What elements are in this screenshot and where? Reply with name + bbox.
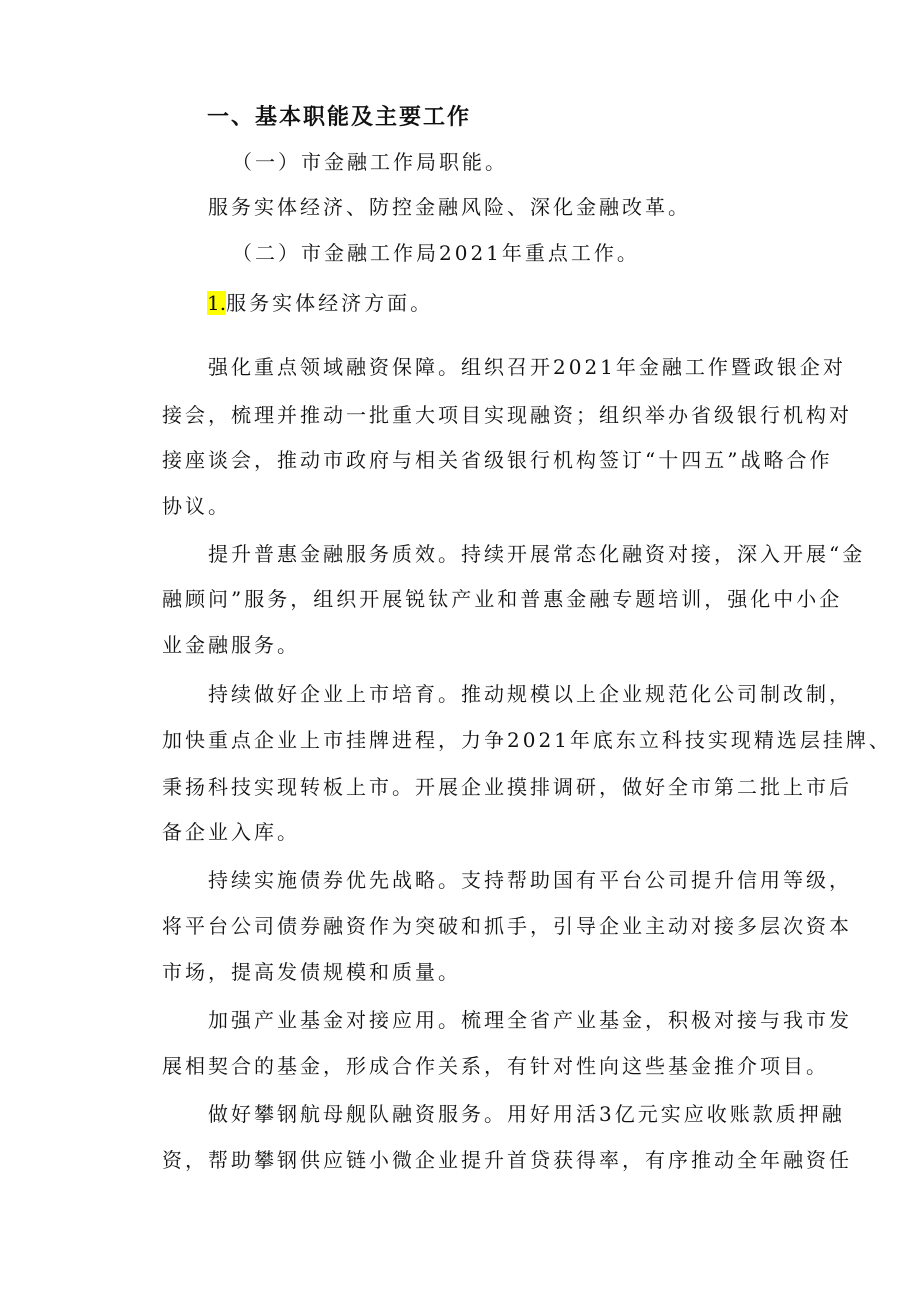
item-number-highlight: 1.	[207, 291, 227, 315]
paragraph-6-line-2: 资，帮助攀钢供应链小微企业提升首贷获得率，有序推动全年融资任	[162, 1148, 852, 1172]
item-title-text: 服务实体经济方面。	[226, 291, 434, 315]
paragraph-5-line-2: 展相契合的基金，形成合作关系，有针对性向这些基金推介项目。	[162, 1054, 829, 1078]
paragraph-6-line-1: 做好攀钢航母舰队融资服务。用好用活3亿元实应收账款质押融	[208, 1102, 845, 1126]
paragraph-4-line-1: 持续实施债券优先战略。支持帮助国有平台公司提升信用等级，	[208, 868, 852, 892]
paragraph-1-line-1: 强化重点领域融资保障。组织召开2021年金融工作暨政银企对	[208, 355, 846, 379]
subsection-title-1: （一）市金融工作局职能。	[232, 150, 508, 174]
paragraph-2-line-3: 业金融服务。	[162, 633, 300, 657]
subsection-body-1: 服务实体经济、防控金融风险、深化金融改革。	[208, 195, 691, 219]
paragraph-3-line-3: 秉扬科技实现转板上市。开展企业摸排调研，做好全市第二批上市后	[162, 775, 852, 799]
paragraph-4-line-2: 将平台公司债券融资作为突破和抓手，引导企业主动对接多层次资本	[162, 914, 852, 938]
paragraph-1-line-4: 协议。	[162, 494, 231, 518]
section-heading: 一、基本职能及主要工作	[207, 105, 472, 130]
paragraph-3-line-1: 持续做好企业上市培育。推动规模以上企业规范化公司制改制，	[208, 682, 852, 706]
paragraph-2-line-1: 提升普惠金融服务质效。持续开展常态化融资对接，深入开展“金	[208, 542, 866, 566]
paragraph-1-line-2: 接会，梳理并推动一批重大项目实现融资；组织举办省级银行机构对	[162, 403, 852, 427]
paragraph-1-line-3: 接座谈会，推动市政府与相关省级银行机构签订“十四五”战略合作	[162, 448, 833, 472]
item-title-1	[207, 290, 433, 316]
paragraph-2-line-2: 融顾问”服务，组织开展锐钛产业和普惠金融专题培训，强化中小企	[162, 587, 843, 611]
paragraph-3-line-2: 加快重点企业上市挂牌进程，力争2021年底东立科技实现精选层挂牌、	[162, 728, 892, 752]
paragraph-5-line-1: 加强产业基金对接应用。梳理全省产业基金，积极对接与我市发	[208, 1008, 852, 1032]
subsection-title-2: （二）市金融工作局2021年重点工作。	[232, 241, 640, 265]
paragraph-4-line-3: 市场，提高发债规模和质量。	[162, 960, 461, 984]
paragraph-3-line-4: 备企业入库。	[162, 820, 300, 844]
